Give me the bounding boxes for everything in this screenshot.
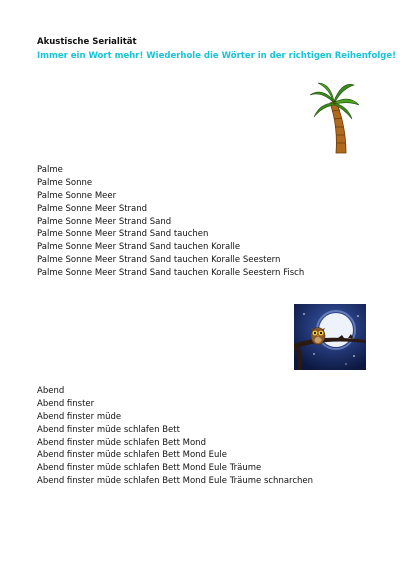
list-item: Abend finster müde schlafen Bett Mond Eule [37,450,228,461]
list-item: Palme Sonne Meer Strand Sand [37,216,172,227]
list-item: Palme Sonne [37,177,93,188]
list-item: Palme Sonne Meer Strand Sand tauchen [37,229,209,240]
page-title: Akustische Serialität [37,37,137,47]
list-item: Abend finster [37,398,95,409]
list-item: Abend finster müde schlafen Bett Mond [37,437,206,448]
list-item: Palme Sonne Meer [37,190,117,201]
word-list-night [37,385,313,488]
list-item: Palme Sonne Meer Strand Sand tauchen Koralle Seestern Fisch [37,268,305,279]
list-item: Abend finster müde schlafen Bett Mond Eule Träume [37,463,262,474]
list-item: Abend finster müde schlafen Bett Mond Eule Träume schnarchen [37,476,314,487]
owl-moon-icon [294,304,366,370]
palm-tree-icon [308,81,360,157]
list-item: Abend [37,386,65,396]
list-item: Palme Sonne Meer Strand Sand tauchen Koralle [37,242,241,253]
list-item: Palme [37,165,63,175]
list-item: Abend finster müde schlafen Bett [37,424,180,435]
list-item: Abend finster müde [37,411,122,422]
instruction-text: Immer ein Wort mehr! Wiederhole die Wörter in der richtigen Reihenfolge! [37,51,396,61]
word-list-beach [37,164,304,280]
list-item: Palme Sonne Meer Strand [37,203,148,214]
list-item: Palme Sonne Meer Strand Sand tauchen Koralle Seestern [37,255,281,266]
